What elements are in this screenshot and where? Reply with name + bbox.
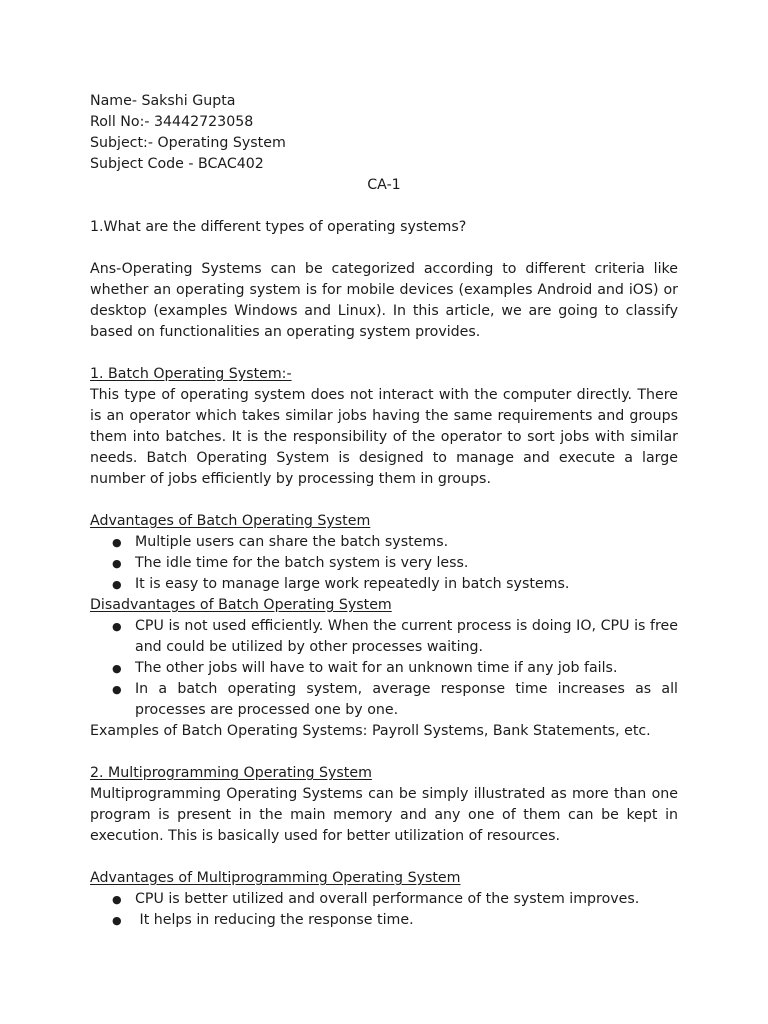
question: 1.What are the different types of operating systems? — [90, 219, 467, 235]
bullet-icon: ● — [112, 914, 122, 927]
multiprogramming-body: Multiprogramming Operating Systems can be simply illustrated as more than one program is present in the main memory and any one of them can be kept in execution. This is basically used for better utilization of resources. — [90, 786, 678, 844]
list-item: ● CPU is better utilized and overall performance of the system improves. — [90, 889, 678, 910]
multiprogramming-advantages-list — [90, 889, 678, 931]
multiprogramming-advantages-heading: Advantages of Multiprogramming Operating System — [90, 870, 461, 886]
multiprogramming-heading: 2. Multiprogramming Operating System — [90, 765, 372, 781]
list-item: ● CPU is not used efficiently. When the current process is doing IO, CPU is free and could be utilized by other processes waiting. — [112, 618, 678, 655]
list-item: ● It helps in reducing the response time. — [90, 910, 678, 931]
bullet-icon: ● — [112, 578, 122, 591]
bullet-icon: ● — [112, 662, 122, 675]
batch-advantages-heading: Advantages of Batch Operating System — [90, 513, 371, 529]
roll-number: Roll No:- 34442723058 — [90, 114, 254, 130]
batch-advantages-list — [90, 532, 678, 595]
list-item: ● The idle time for the batch system is very less. — [90, 553, 678, 574]
document-body — [90, 91, 678, 931]
bullet-icon: ● — [112, 620, 122, 633]
subject-code: Subject Code - BCAC402 — [90, 156, 264, 172]
bullet-icon: ● — [112, 893, 122, 906]
assignment-title: CA-1 — [367, 177, 401, 193]
bullet-icon: ● — [112, 536, 122, 549]
batch-disadvantages-heading: Disadvantages of Batch Operating System — [90, 597, 392, 613]
list-item: ● In a batch operating system, average response time increases as all processes are processed one by one. — [112, 681, 678, 718]
student-name: Name- Sakshi Gupta — [90, 93, 236, 109]
batch-disadvantages-list — [90, 616, 678, 721]
subject: Subject:- Operating System — [90, 135, 286, 151]
batch-body: This type of operating system does not interact with the computer directly. There is an operator which takes similar jobs having the same requirements and groups them into batches. It is the responsibility of the operator to sort jobs with similar needs. Batch Operating System is designed to manage and execute a large number of jobs efficiently by processing them in groups. — [90, 387, 678, 487]
list-item: ● It is easy to manage large work repeatedly in batch systems. — [90, 574, 678, 595]
bullet-icon: ● — [112, 683, 122, 696]
batch-examples: Examples of Batch Operating Systems: Payroll Systems, Bank Statements, etc. — [90, 723, 651, 739]
list-item: ● The other jobs will have to wait for an unknown time if any job fails. — [90, 658, 678, 679]
list-item: ● Multiple users can share the batch systems. — [90, 532, 678, 553]
batch-heading: 1. Batch Operating System:- — [90, 366, 292, 382]
bullet-icon: ● — [112, 557, 122, 570]
answer-intro: Ans-Operating Systems can be categorized according to different criteria like whether an operating system is for mobile devices (examples Android and iOS) or desktop (examples Windows and Linux). In this article, we are going to classify based on functionalities an operating system provides. — [90, 261, 678, 340]
